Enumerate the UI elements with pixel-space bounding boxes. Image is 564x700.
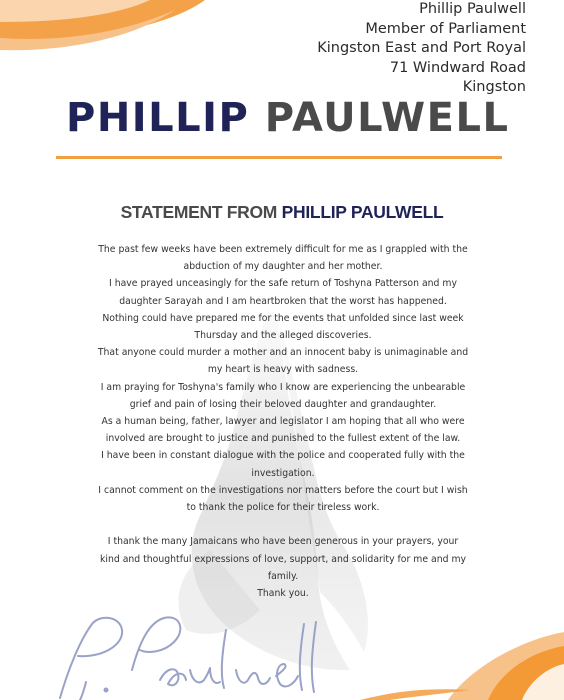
body-line: Nothing could have prepared me for the events that unfolded since last week — [102, 312, 464, 324]
orange-divider — [56, 156, 502, 159]
handwritten-signature — [40, 610, 340, 700]
body-line: to thank the police for their tireless work. — [186, 502, 380, 514]
address-line: 71 Windward Road — [389, 59, 526, 76]
address-block — [317, 0, 526, 98]
body-line: As a human being, father, lawyer and legislator I am hoping that all who were — [101, 416, 465, 428]
logo-first-name: PHILLIP — [66, 95, 250, 141]
body-line: That anyone could murder a mother and an innocent baby is unimaginable and — [97, 347, 469, 359]
body-line: I have been in constant dialogue with the police and cooperated fully with the — [101, 450, 465, 462]
closing-line: Thank you. — [257, 588, 309, 600]
address-line: Kingston — [462, 79, 526, 95]
closing-line: family. — [267, 570, 299, 582]
name-logo — [66, 95, 509, 141]
body-line: I am praying for Toshyna's family who I know are experiencing the unbearable — [100, 381, 466, 393]
body-line: Thursday and the alleged discoveries. — [194, 330, 372, 342]
closing-line: kind and thoughtful expressions of love, support, and solidarity for me and my — [99, 553, 466, 565]
body-line: daughter Sarayah and I am heartbroken that the worst has happened. — [119, 295, 447, 307]
body-line: investigation. — [251, 467, 315, 479]
closing-line: I thank the many Jamaicans who have been generous in your prayers, your — [107, 536, 459, 548]
body-line: I cannot comment on the investigations nor matters before the court but I wish — [98, 484, 468, 496]
statement-title — [0, 202, 564, 223]
address-line: Kingston East and Port Royal — [317, 40, 526, 56]
address-line: Member of Parliament — [365, 20, 526, 37]
body-line: The past few weeks have been extremely difficult for me as I grappled with the — [98, 244, 468, 255]
statement-body — [68, 241, 498, 602]
body-line: I have prayed unceasingly for the safe return of Toshyna Patterson and my — [109, 278, 457, 290]
body-line: grief and pain of losing their beloved daughter and grandaughter. — [129, 398, 437, 410]
body-line: my heart is heavy with sadness. — [207, 364, 359, 376]
address-line: Phillip Paulwell — [419, 1, 526, 17]
title-prefix: STATEMENT FROM — [120, 202, 278, 222]
title-name: PHILLIP PAULWELL — [281, 202, 444, 222]
body-line: abduction of my daughter and her mother. — [183, 261, 383, 273]
paragraph-gap — [68, 516, 498, 533]
logo-last-name: PAULWELL — [264, 95, 510, 141]
body-line: involved are brought to justice and punished to the fullest extent of the law. — [105, 433, 461, 445]
